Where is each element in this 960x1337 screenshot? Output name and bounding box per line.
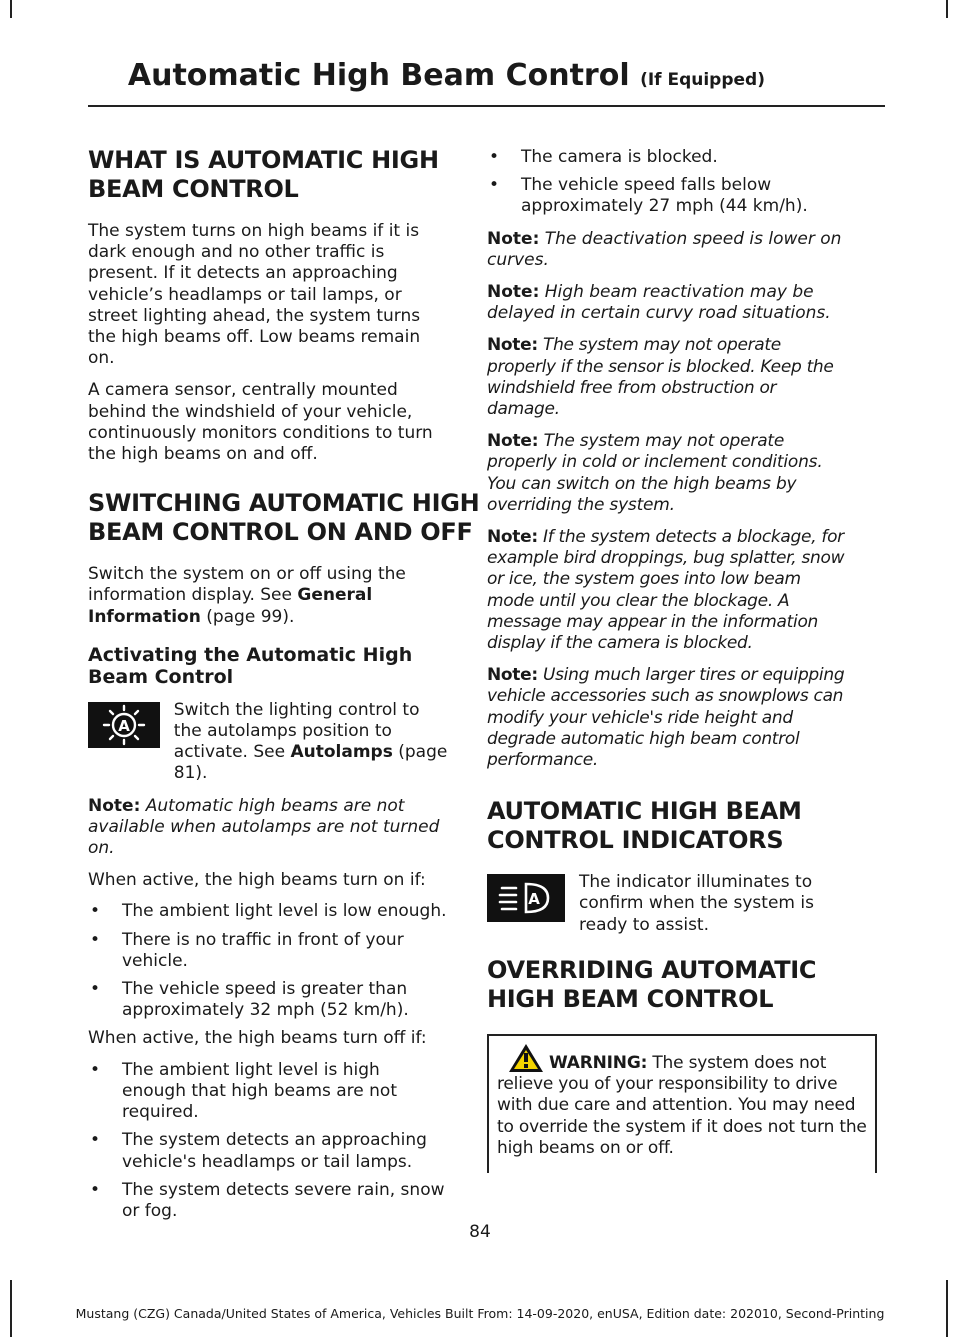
cross-reference-link[interactable]: Autolamps — [290, 742, 393, 763]
note — [487, 431, 847, 516]
heading-line: HIGH BEAM CONTROL — [487, 984, 774, 1013]
text: Switch the system on or off using the information display. See — [88, 564, 406, 606]
autolamp-icon — [88, 702, 160, 748]
paragraph: When active, the high beams turn on if: — [88, 870, 426, 891]
note — [487, 282, 847, 324]
text: Switch the lighting control to the autolamps position to activate. See — [173, 699, 420, 763]
note-label: Note: — [487, 527, 538, 548]
list-item: • The system detects severe rain, snow or fog. — [88, 1180, 448, 1222]
text: The system does not relieve you of your responsibility to drive with due care and attention. You may need to override the system if it does not turn the high beams on or off. — [497, 1052, 867, 1158]
note-label: Note: — [88, 795, 141, 816]
warning-triangle-icon — [509, 1044, 543, 1072]
svg-text:A: A — [118, 716, 130, 735]
note-text: Using much larger tires or equipping vehicle accessories such as snowplows can modify your vehicle's ride height and degrade automatic high beam control performance. — [487, 665, 845, 771]
left-column — [88, 146, 480, 1229]
text: (page 99). — [200, 606, 295, 627]
list-item: • The camera is blocked. — [487, 147, 847, 168]
list-item: • The ambient light level is high enough that high beams are not required. — [88, 1060, 448, 1124]
auto-high-beam-indicator-icon — [487, 874, 565, 922]
note — [487, 229, 847, 271]
list-item: • The vehicle speed falls below approximately 27 mph (44 km/h). — [487, 175, 847, 217]
note-text: The system may not operate properly if the sensor is blocked. Keep the windshield free from obstruction or damage. — [487, 335, 834, 420]
heading-line: AUTOMATIC HIGH BEAM — [487, 797, 802, 826]
cross-reference-link[interactable]: General Information — [88, 585, 373, 627]
subsection-heading: Activating the Automatic High Beam Control — [88, 643, 413, 688]
note — [88, 796, 448, 860]
heading-line: CONTROL INDICATORS — [487, 826, 784, 855]
text: (page 81). — [173, 742, 448, 784]
list-item: • The vehicle speed is greater than approximately 32 mph (52 km/h). — [88, 979, 448, 1021]
paragraph: The system turns on high beams if it is dark enough and no other traffic is present. If it detects an approaching vehicle’s headlamps or tail lamps, or street lighting ahead, the system turns the high beams off. Low beams remain on. — [88, 221, 421, 369]
figure-caption: The indicator illuminates to confirm when the system is ready to assist. — [579, 872, 814, 935]
paragraph: A camera sensor, centrally mounted behind the windshield of your vehicle, continuously monitors conditions to turn the high beams on and off. — [88, 380, 433, 465]
warning-box — [487, 1034, 877, 1173]
bullet-list-turn-on — [88, 901, 448, 1021]
note — [487, 527, 847, 654]
note-text: The deactivation speed is lower on curves. — [487, 228, 842, 270]
bullet-list-turn-off — [88, 1060, 448, 1222]
list-item: • The system detects an approaching vehicle's headlamps or tail lamps. — [88, 1130, 448, 1172]
right-column — [487, 147, 867, 1173]
page-header-title — [128, 58, 765, 93]
paragraph: When active, the high beams turn off if: — [88, 1028, 427, 1049]
note-text: The system may not operate properly in cold or inclement conditions. You can switch on the high beams by overriding the system. — [487, 431, 823, 515]
note-text: If the system detects a blockage, for example bird droppings, bug splatter, snow or ice, the system goes into low beam mode until you clear the blockage. A message may appear in the information display if the camera is blocked. — [487, 527, 845, 654]
heading-line: OVERRIDING AUTOMATIC — [487, 955, 817, 984]
header-divider — [88, 105, 885, 107]
indicator-figure — [487, 874, 847, 936]
header-title-main: Automatic High Beam Control — [127, 58, 630, 93]
warning-text — [497, 1044, 867, 1159]
figure-caption — [174, 700, 448, 785]
paragraph — [88, 564, 448, 628]
note-text: Automatic high beams are not available when autolamps are not turned on. — [88, 795, 440, 859]
section-heading-overriding — [487, 956, 847, 1014]
bullet-list-turn-off-continued — [487, 147, 847, 218]
heading-line: SWITCHING AUTOMATIC HIGH — [88, 489, 480, 518]
list-item: • The ambient light level is low enough. — [88, 901, 448, 922]
section-heading-what-is — [88, 146, 448, 204]
note-text: High beam reactivation may be delayed in certain curvy road situations. — [487, 282, 831, 324]
section-heading-indicators — [487, 797, 847, 855]
footer-text: Mustang (CZG) Canada/United States of America, Vehicles Built From: 14-09-2020, enUSA, Edition date: 202010, Second-Printing — [75, 1306, 885, 1321]
heading-line: BEAM CONTROL ON AND OFF — [88, 518, 473, 547]
warning-label: WARNING: — [549, 1052, 648, 1073]
svg-text:A: A — [528, 890, 540, 909]
page-number: 84 — [469, 1222, 491, 1242]
header-title-suffix: (If Equipped) — [640, 70, 765, 90]
crop-mark — [946, 0, 948, 18]
heading-line: BEAM CONTROL — [88, 175, 299, 203]
note — [487, 335, 847, 420]
note-label: Note: — [487, 335, 538, 356]
note — [487, 665, 847, 771]
note-label: Note: — [487, 431, 539, 452]
note-label: Note: — [487, 228, 540, 249]
autolamp-figure — [88, 699, 448, 785]
list-item: • There is no traffic in front of your vehicle. — [88, 930, 448, 972]
crop-mark — [10, 0, 12, 18]
heading-line: WHAT IS AUTOMATIC HIGH — [88, 146, 439, 174]
note-label: Note: — [487, 282, 540, 303]
section-heading-switching — [88, 489, 480, 547]
note-label: Note: — [487, 665, 538, 686]
